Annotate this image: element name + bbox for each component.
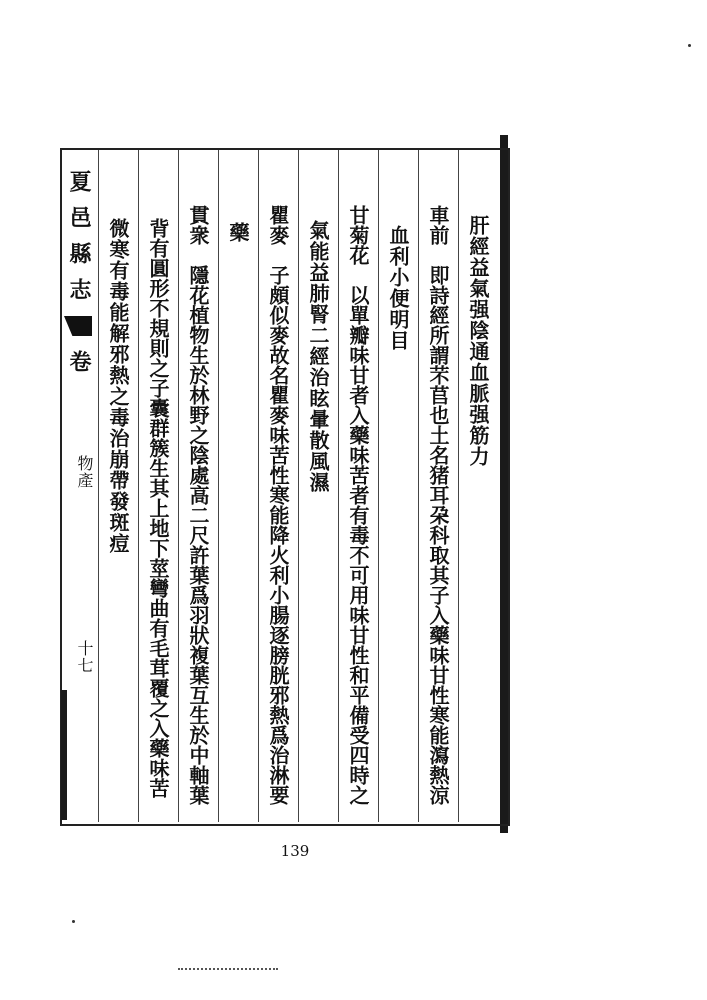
column-rule	[98, 150, 99, 822]
folio-number: 十七	[75, 640, 94, 674]
page-number: 139	[280, 842, 310, 860]
column-rule	[458, 150, 459, 822]
column-rule	[178, 150, 179, 822]
text-column-3: 血利小便明目	[386, 225, 410, 351]
scan-artifact-dots	[178, 968, 278, 972]
frame-left-border	[61, 690, 67, 820]
text-column-5: 氣能益肺腎二經治眩暈散風濕	[306, 220, 330, 493]
volume-label: 卷	[66, 350, 92, 373]
text-column-1: 肝經益氣强陰通血脈强筋力	[466, 215, 490, 467]
column-rule	[218, 150, 219, 822]
text-column-4: 甘菊花 以單瓣味甘者入藥味苦者有毒不可用味甘性和平備受四時之	[346, 205, 370, 805]
text-column-10: 微寒有毒能解邪熱之毒治崩帶發斑痘	[106, 218, 130, 554]
section-label: 物產	[75, 455, 94, 489]
column-rule	[378, 150, 379, 822]
text-column-2: 車前 即詩經所謂芣苢也土名猪耳朶科取其子入藥味甘性寒能瀉熱涼	[426, 205, 450, 805]
text-column-7: 藥	[226, 222, 250, 243]
text-column-9: 背有圓形不規則之子囊群簇生其上地下莖彎曲有毛茸覆之入藥味苦	[146, 218, 170, 798]
column-rule	[258, 150, 259, 822]
scan-speck	[688, 44, 691, 47]
scan-speck	[72, 920, 75, 923]
column-rule	[338, 150, 339, 822]
column-rule	[298, 150, 299, 822]
column-rule	[138, 150, 139, 822]
text-column-6: 瞿麥 子頗似麥故名瞿麥味苦性寒能降火利小腸逐膀胱邪熱爲治淋要	[266, 205, 290, 805]
column-rule	[418, 150, 419, 822]
text-column-8: 貫衆 隱花植物生於林野之陰處高二尺許葉爲羽狀複葉互生於中軸葉	[186, 205, 210, 805]
book-title: 夏邑縣志	[66, 170, 92, 314]
